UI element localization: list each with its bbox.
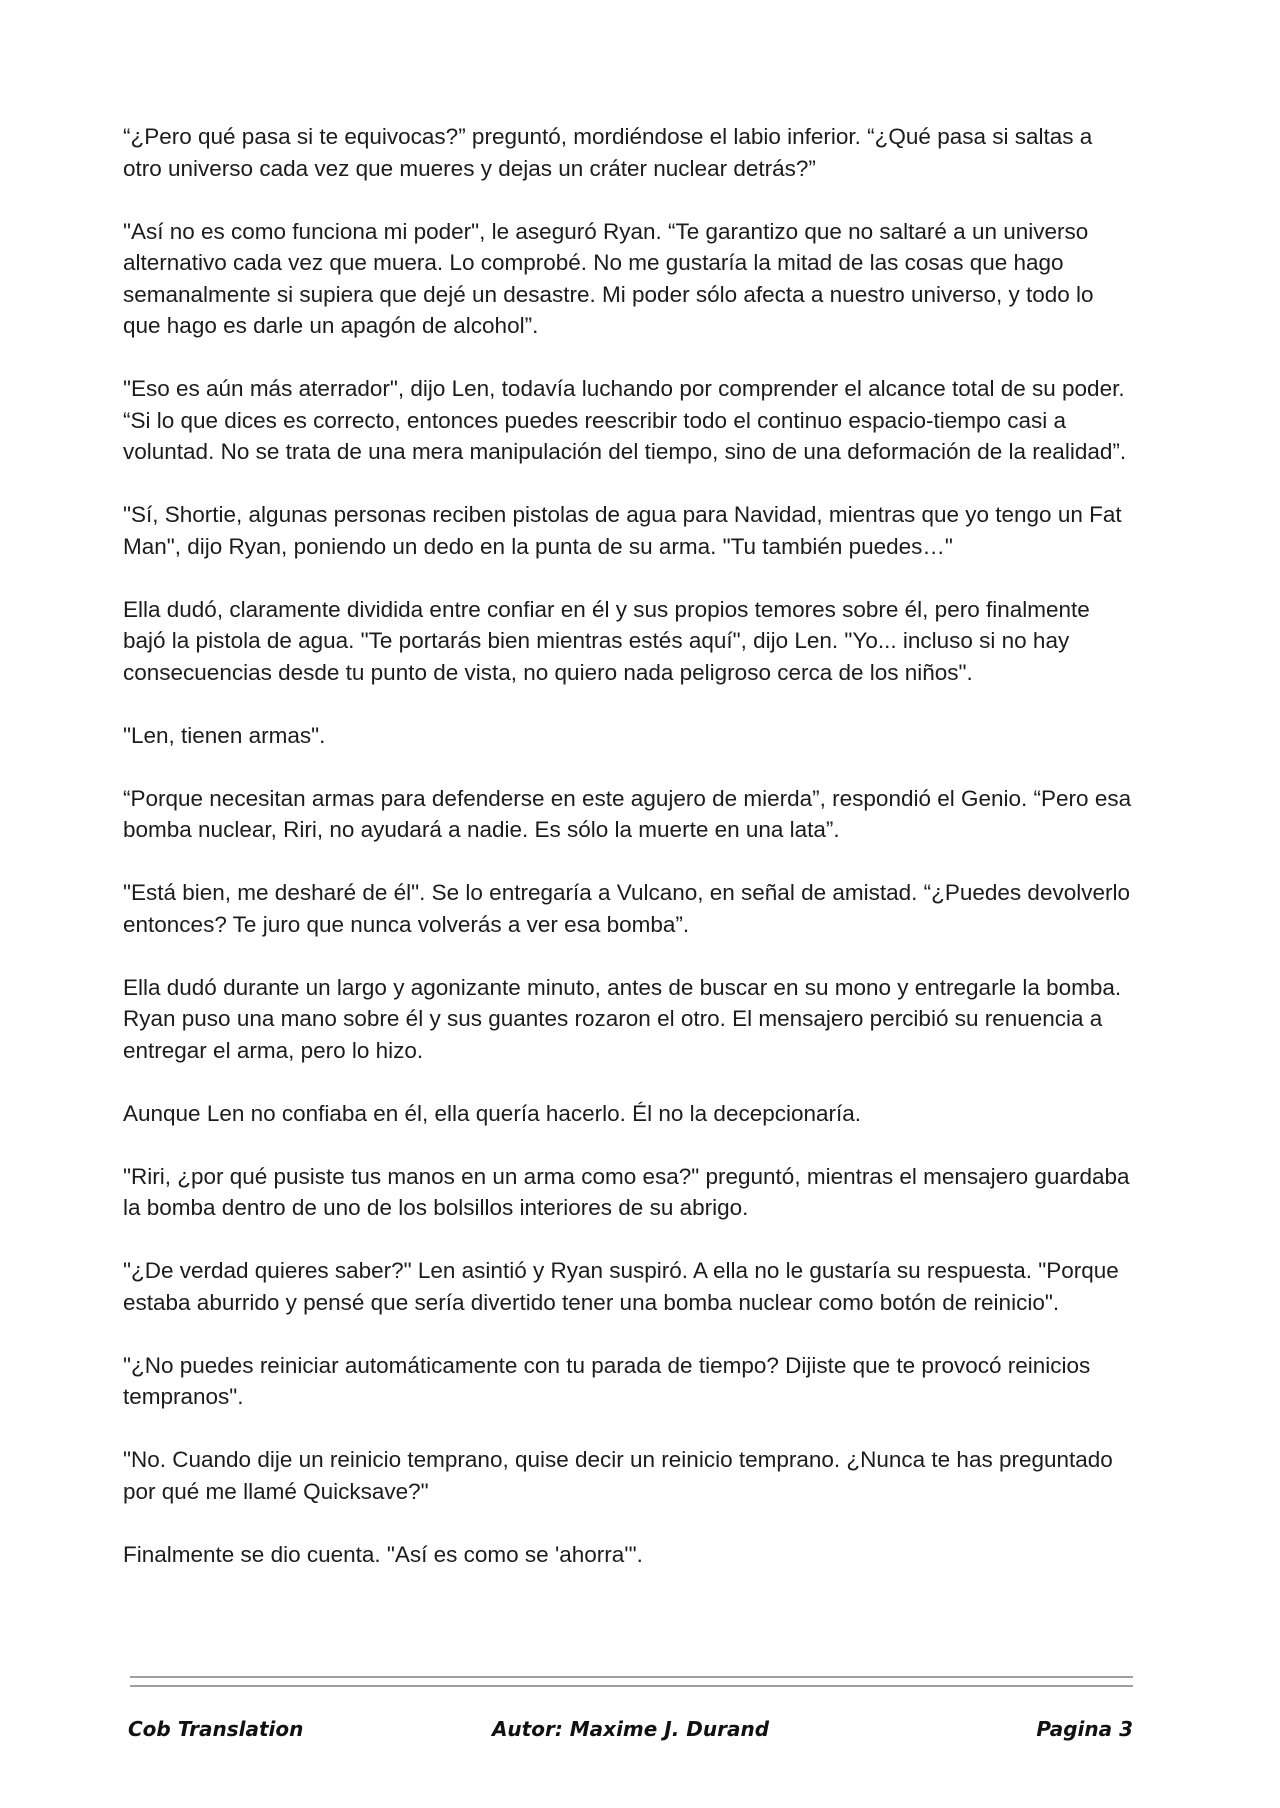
paragraph: "Riri, ¿por qué pusiste tus manos en un arma como esa?" preguntó, mientras el mensajero guardaba la bomba dentro de uno de los bolsillos interiores de su abrigo. <box>123 1163 1130 1220</box>
footer-divider-bottom <box>130 1685 1133 1687</box>
paragraph: "Eso es aún más aterrador", dijo Len, todavía luchando por comprender el alcance total de su poder. “Si lo que dices es correcto, entonces puedes reescribir todo el continuo espacio-tiempo casi a voluntad. No se trata de una mera manipulación del tiempo, sino de una deformación de la realidad”. <box>123 376 1127 464</box>
paragraph: “Porque necesitan armas para defenderse en este agujero de mierda”, respondió el Genio. “Pero esa bomba nuclear, Riri, no ayudará a nadie. Es sólo la muerte en una lata”. <box>123 785 1132 842</box>
paragraph: "No. Cuando dije un reinicio temprano, quise decir un reinicio temprano. ¿Nunca te has preguntado por qué me llamé Quicksave?" <box>123 1447 1113 1504</box>
document-body <box>123 121 1133 1602</box>
paragraph: "¿De verdad quieres saber?" Len asintió y Ryan suspiró. A ella no le gustaría su respuesta. "Porque estaba aburrido y pensé que sería divertido tener una bomba nuclear como botón de reinicio". <box>123 1258 1119 1315</box>
footer-divider-top <box>130 1676 1133 1678</box>
paragraph: "Len, tienen armas". <box>123 722 326 748</box>
paragraph: Aunque Len no confiaba en él, ella quería hacerlo. Él no la decepcionaría. <box>123 1100 862 1126</box>
footer-page-number: Pagina 3 <box>1036 1717 1133 1741</box>
paragraph: "Está bien, me desharé de él". Se lo entregaría a Vulcano, en señal de amistad. “¿Puedes devolverlo entonces? Te juro que nunca volverás a ver esa bomba”. <box>123 880 1130 937</box>
paragraph: Ella dudó, claramente dividida entre confiar en él y sus propios temores sobre él, pero finalmente bajó la pistola de agua. "Te portarás bien mientras estés aquí", dijo Len. "Yo... incluso si no hay consecuencias desde tu punto de vista, no quiero nada peligroso cerca de los niños". <box>123 596 1090 685</box>
paragraph: "Sí, Shortie, algunas personas reciben pistolas de agua para Navidad, mientras que yo tengo un Fat Man", dijo Ryan, poniendo un dedo en la punta de su arma. "Tu también puedes…" <box>123 502 1122 559</box>
paragraph: Ella dudó durante un largo y agonizante minuto, antes de buscar en su mono y entregarle la bomba. Ryan puso una mano sobre él y sus guantes rozaron el otro. El mensajero percibió su renuencia a entregar el arma, pero lo hizo. <box>123 974 1122 1063</box>
footer-translator: Cob Translation <box>128 1717 304 1741</box>
page-footer <box>128 1717 1133 1747</box>
paragraph: "¿No puedes reiniciar automáticamente con tu parada de tiempo? Dijiste que te provocó reinicios tempranos". <box>123 1352 1091 1409</box>
footer-author: Autor: Maxime J. Durand <box>491 1717 770 1741</box>
paragraph: “¿Pero qué pasa si te equivocas?” preguntó, mordiéndose el labio inferior. “¿Qué pasa si saltas a otro universo cada vez que mueres y dejas un cráter nuclear detrás?” <box>123 124 1093 181</box>
paragraph: Finalmente se dio cuenta. "Así es como se 'ahorra'". <box>123 1541 643 1567</box>
paragraph: "Así no es como funciona mi poder", le aseguró Ryan. “Te garantizo que no saltaré a un universo alternativo cada vez que muera. Lo comprobé. No me gustaría la mitad de las cosas que hago semanalmente si supiera que dejé un desastre. Mi poder sólo afecta a nuestro universo, y todo lo que hago es darle un apagón de alcohol”. <box>123 218 1094 338</box>
